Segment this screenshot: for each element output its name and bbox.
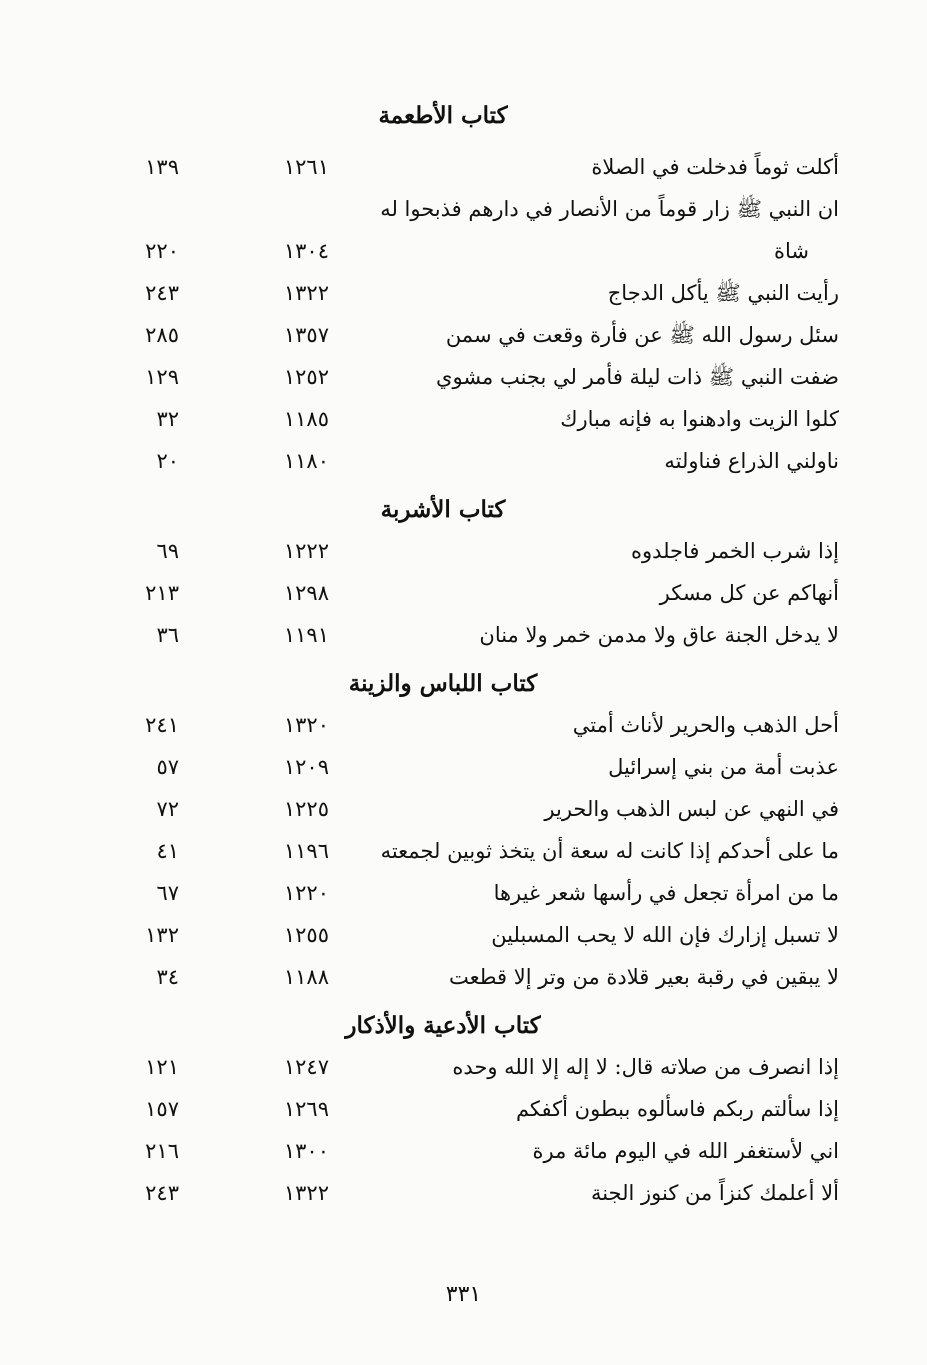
page-reference: ١٣٩ — [145, 155, 179, 179]
page-reference: ٧٢ — [156, 797, 179, 821]
index-entry — [87, 746, 839, 788]
entry-text — [380, 188, 839, 272]
index-entry — [87, 314, 839, 356]
entry-text: سئل رسول الله ﷺ عن فأرة وقعت في سمن — [445, 323, 839, 347]
hadith-number: ١٢٥٢ — [283, 365, 329, 389]
entry-text: ضفت النبي ﷺ ذات ليلة فأمر لي بجنب مشوي — [436, 365, 839, 389]
index-content — [87, 96, 839, 1222]
index-entry — [87, 1088, 839, 1130]
page-reference: ٦٧ — [156, 881, 179, 905]
hadith-number: ١٢٤٧ — [283, 1055, 329, 1079]
entry-text: أنهاكم عن كل مسكر — [659, 581, 839, 605]
hadith-number: ١٢٢٢ — [283, 539, 329, 563]
index-entry — [87, 272, 839, 314]
index-entry — [87, 188, 839, 272]
page-reference: ٢١٦ — [145, 1139, 179, 1163]
hadith-number: ١٣٠٠ — [283, 1139, 329, 1163]
hadith-number: ١٣٢٢ — [283, 1181, 329, 1205]
index-entry — [87, 830, 839, 872]
entry-text: ما من امرأة تجعل في رأسها شعر غيرها — [493, 881, 839, 905]
page-number: ٣٣١ — [445, 1282, 482, 1307]
section-heading: كتاب الأدعية والأذكار — [345, 1012, 541, 1039]
hadith-number: ١١٨٠ — [283, 449, 329, 473]
page-reference: ٦٩ — [156, 539, 179, 563]
section-heading: كتاب الأطعمة — [378, 102, 508, 129]
page-reference: ١٢١ — [145, 1055, 179, 1079]
entry-text: إذا سألتم ربكم فاسألوه ببطون أكفكم — [515, 1097, 839, 1121]
page-reference: ٢٠ — [156, 449, 179, 473]
page-reference: ٤١ — [156, 839, 179, 863]
section-heading: كتاب الأشربة — [380, 496, 506, 523]
entry-text: رأيت النبي ﷺ يأكل الدجاج — [607, 281, 839, 305]
index-entry — [87, 956, 839, 998]
page-reference: ٢٢٠ — [145, 239, 179, 263]
entry-text: ألا أعلمك كنزاً من كنوز الجنة — [590, 1181, 839, 1205]
entry-text: لا يدخل الجنة عاق ولا مدمن خمر ولا منان — [479, 623, 839, 647]
index-entry — [87, 914, 839, 956]
entry-text: ما على أحدكم إذا كانت له سعة أن يتخذ ثوبين لجمعته — [380, 839, 839, 863]
entry-text: إذا انصرف من صلاته قال: لا إله إلا الله وحده — [452, 1055, 839, 1079]
entry-text: ناولني الذراع فناولته — [664, 449, 839, 473]
page-reference: ١٢٩ — [145, 365, 179, 389]
index-entry — [87, 572, 839, 614]
hadith-number: ١٣٥٧ — [283, 323, 329, 347]
hadith-number: ١٢٢٠ — [283, 881, 329, 905]
hadith-number: ١٢٦٩ — [283, 1097, 329, 1121]
index-section — [87, 96, 839, 482]
hadith-number: ١١٨٨ — [283, 965, 329, 989]
entry-text: لا يبقين في رقبة بعير قلادة من وتر إلا قطعت — [449, 965, 839, 989]
entry-text-line2: شاة — [774, 239, 809, 263]
page-reference: ٢٤٣ — [145, 1181, 179, 1205]
index-entry — [87, 614, 839, 656]
page-reference: ١٣٢ — [145, 923, 179, 947]
hadith-number: ١٣٢٢ — [283, 281, 329, 305]
entry-text: اني لأستغفر الله في اليوم مائة مرة — [532, 1139, 839, 1163]
index-entry — [87, 356, 839, 398]
index-entry — [87, 1046, 839, 1088]
page-reference: ٢٤٣ — [145, 281, 179, 305]
hadith-number: ١١٨٥ — [283, 407, 329, 431]
index-section — [87, 664, 839, 998]
index-entry — [87, 1130, 839, 1172]
index-entry — [87, 788, 839, 830]
index-entry — [87, 1172, 839, 1214]
entry-text: أحل الذهب والحرير لأناث أمتي — [572, 713, 839, 737]
entry-text: عذبت أمة من بني إسرائيل — [608, 755, 839, 779]
index-entry — [87, 398, 839, 440]
index-entry — [87, 704, 839, 746]
page-reference: ٣٤ — [156, 965, 179, 989]
entry-text-line1: ان النبي ﷺ زار قوماً من الأنصار في دارهم فذبحوا له — [380, 197, 839, 221]
page-reference: ٢٨٥ — [145, 323, 179, 347]
entry-text: كلوا الزيت وادهنوا به فإنه مبارك — [560, 407, 839, 431]
hadith-number: ١١٩١ — [283, 623, 329, 647]
index-entry — [87, 872, 839, 914]
page-reference: ٣٦ — [156, 623, 179, 647]
index-section — [87, 1006, 839, 1214]
entry-text: في النهي عن لبس الذهب والحرير — [544, 797, 839, 821]
hadith-number: ١٢٢٥ — [283, 797, 329, 821]
entry-text: أكلت ثوماً فدخلت في الصلاة — [591, 155, 839, 179]
index-entry — [87, 146, 839, 188]
index-entry — [87, 530, 839, 572]
hadith-number: ١٢٠٩ — [283, 755, 329, 779]
page-reference: ٣٢ — [156, 407, 179, 431]
hadith-number: ١٣٢٠ — [283, 713, 329, 737]
page-reference: ٢٤١ — [145, 713, 179, 737]
page-reference: ١٥٧ — [145, 1097, 179, 1121]
page-reference: ٢١٣ — [145, 581, 179, 605]
hadith-number: ١٣٠٤ — [283, 239, 329, 263]
hadith-number: ١٢٥٥ — [283, 923, 329, 947]
hadith-number: ١٢٦١ — [283, 155, 329, 179]
hadith-number: ١٢٩٨ — [283, 581, 329, 605]
entry-text: إذا شرب الخمر فاجلدوه — [630, 539, 839, 563]
page-reference: ٥٧ — [156, 755, 179, 779]
hadith-number: ١١٩٦ — [283, 839, 329, 863]
index-entry — [87, 440, 839, 482]
entry-text: لا تسبل إزارك فإن الله لا يحب المسبلين — [491, 923, 839, 947]
section-heading: كتاب اللباس والزينة — [348, 670, 538, 697]
index-section — [87, 490, 839, 656]
